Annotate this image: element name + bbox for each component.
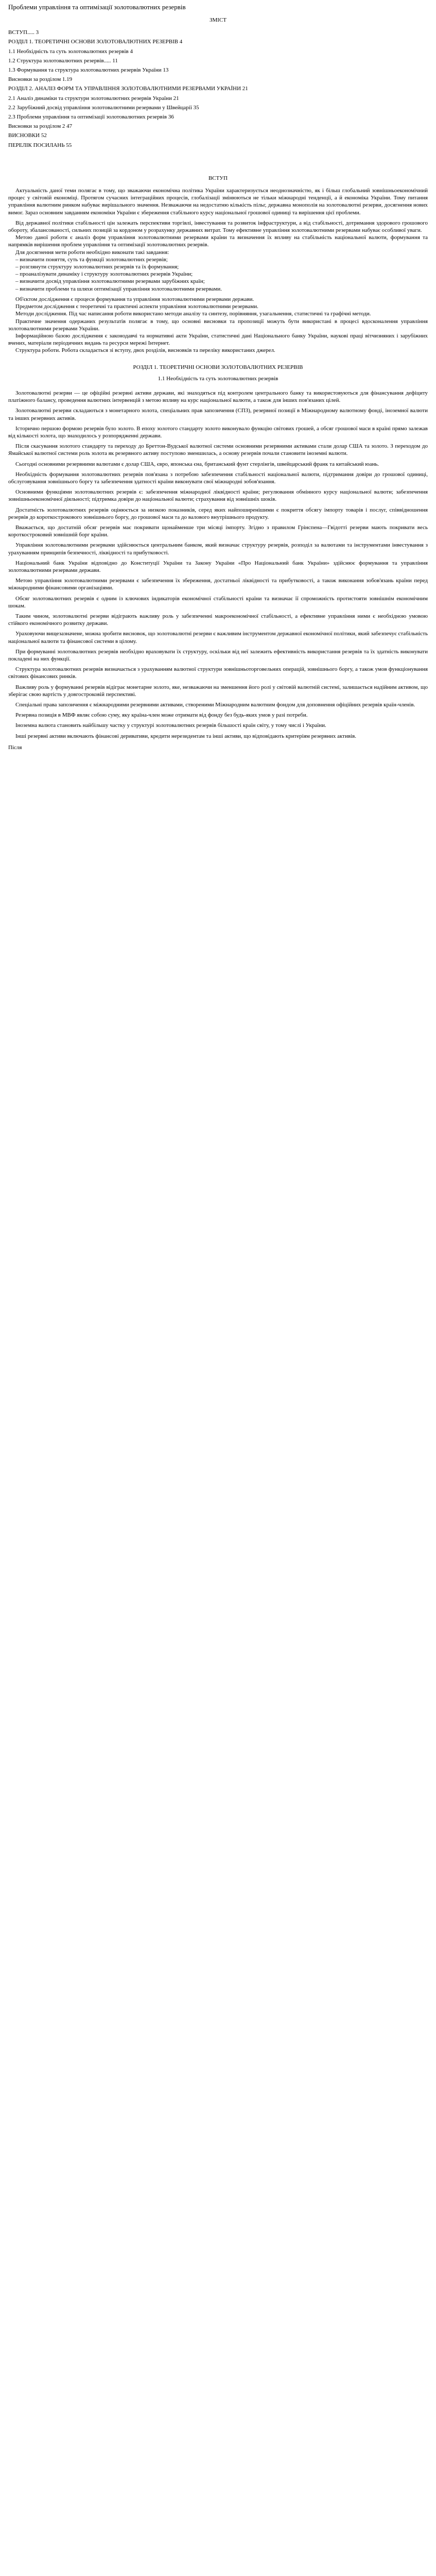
document-page	[0, 0, 436, 756]
intro-paragraph: Для досягнення мети роботи необхідно виконати такі завдання:	[15, 249, 169, 256]
section-paragraph: Обсяг золотовалютних резервів є одним із ключових індикаторів економічної стабільності країни та визначає її спроможність протистояти зовнішнім економічним шокам.	[8, 595, 428, 609]
intro-paragraph: Практичне значення одержаних результатів полягає в тому, що основні висновки та пропозиції можуть бути використані в процесі вдосконалення управління золотовалютними резервами України.	[8, 318, 428, 332]
section-paragraph: Структура золотовалютних резервів визначається з урахуванням валютної структури зовнішньоторговельних операцій, зовнішнього боргу, а також умов функціонування світових фінансових ринків.	[8, 666, 428, 680]
section-paragraph: Важливу роль у формуванні резервів відіграє монетарне золото, яке, незважаючи на зменшення його ролі у світовій валютній системі, залишається надійним активом, що зберігає свою вартість у довгостроковій перспективі.	[8, 684, 428, 698]
toc-item[interactable]: 1.1 Необхідність та суть золотовалютних резервів 4	[8, 48, 133, 55]
section-paragraph: Після скасування золотого стандарту та переходу до Бреттон-Вудської валютної системи основними резервними активами стали долар США та золото. З переходом до Ямайської валютної системи роль золота як резервного активу поступово зменшилась, а основу резервів почали становити іноземні валюти.	[8, 443, 428, 457]
section-paragraph: Сьогодні основними резервними валютами є долар США, євро, японська єна, британський фунт стерлінгів, швейцарський франк та китайський юань.	[15, 461, 379, 467]
intro-paragraph: – визначити поняття, суть та функції золотовалютних резервів;	[15, 256, 168, 263]
section-paragraph: Основними функціями золотовалютних резервів є: забезпечення міжнародної ліквідності країни; регулювання обмінного курсу національної валюти; забезпечення зовнішньоекономічної діяльності; підтримка довіри до національної валюти; страхування від зовнішніх шоків.	[8, 489, 428, 503]
intro-paragraph: Актуальність даної теми полягає в тому, що зважаючи економічна політика України характеризується неоднозначністю, як і більш глобальний зовнішньоекономічний процес у світовій економіці. Протягом сучасних інтеграційних процесів, глобалізації змінюються не тільки міжнародні тенденції, а й економіка України. Тому питання управління валютним ринком набуває вирішального значення. Незважаючи на недостатню кількість пільг, державна монополія на золотовалютні резерви, досягнення нових вимог. Зараз основним завданням економіки України є збереження стабільного курсу національної грошової одиниці та вирішення цієї проблеми.	[8, 188, 428, 216]
intro-paragraph: – визначити проблеми та шляхи оптимізації управління золотовалютними резервами.	[15, 285, 222, 292]
section-paragraph: Необхідність формування золотовалютних резервів пов'язана з потребою забезпечення стабільності національної валюти, підтримання довіри до грошової одиниці, обслуговування зовнішнього боргу та забезпечення здатності країни виконувати свої міжнародні зобов'язання.	[8, 471, 428, 485]
section-paragraph: Ураховуючи вищезазначене, можна зробити висновок, що золотовалютні резерви є важливим інструментом державної економічної політики, який забезпечує стабільність національної валюти та фінансової системи в цілому.	[8, 631, 428, 645]
toc-heading: ЗМІСТ	[209, 17, 226, 23]
section-paragraph: Спеціальні права запозичення є міжнародними резервними активами, створеними Міжнародним валютним фондом для доповнення офіційних резервів країн-членів.	[15, 702, 415, 708]
intro-heading: ВСТУП	[208, 175, 228, 181]
section-paragraph: Вважається, що достатній обсяг резервів має покривати щонайменше три місяці імпорту. Згідно з правилом Грінспена—Гвідотті резерви мають покривати весь короткостроковий зовнішній борг країни.	[8, 524, 428, 538]
toc-item[interactable]: 2.2 Зарубіжний досвід управління золотовалютними резервами у Швейцарії 35	[8, 104, 199, 111]
intro-paragraph: – визначити досвід управління золотовалютними резервами зарубіжних країн;	[15, 278, 205, 285]
intro-paragraph: Структура роботи. Робота складається зі вступу, двох розділів, висновків та переліку використаних джерел.	[15, 347, 275, 354]
footer-text: Після	[8, 744, 22, 751]
table-of-contents	[8, 29, 428, 149]
section-paragraph: Метою управління золотовалютними резервами є забезпечення їх збереження, достатньої ліквідності та прибутковості, а також виконання зобов'язань країни перед міжнародними фінансовими організаціями.	[8, 578, 428, 591]
toc-item[interactable]: ПЕРЕЛІК ПОСИЛАНЬ 55	[8, 142, 72, 148]
intro-body	[8, 187, 428, 354]
section-paragraph: Іноземна валюта становить найбільшу частку у структурі золотовалютних резервів більшості країн світу, у тому числі і України.	[15, 722, 326, 729]
intro-paragraph: – проаналізувати динаміку і структуру золотовалютних резервів України;	[15, 271, 193, 278]
section-paragraph: Інші резервні активи включають фінансові деривативи, кредити нерезидентам та інші активи, що відповідають критеріям резервних активів.	[15, 733, 357, 739]
section-paragraph: Золотовалютні резерви складаються з монетарного золота, спеціальних прав запозичення (СПЗ), резервної позиції в Міжнародному валютному фонді, іноземної валюти та інших резервних активів.	[8, 408, 428, 421]
intro-paragraph: Предметом дослідження є теоретичні та практичні аспекти управління золотовалютними резервами.	[15, 303, 258, 310]
section-paragraph: Таким чином, золотовалютні резерви відіграють важливу роль у забезпеченні макроекономічної стабільності, а ефективне управління ними є необхідною умовою стійкого економічного розвитку держави.	[8, 613, 428, 627]
section-paragraph: Золотовалютні резерви — це офіційні резервні активи держави, які знаходяться під контролем центрального банку та використовуються для фінансування дефіциту платіжного балансу, проведення валютних інтервенцій з метою впливу на курс національної валюти, а також для інших пов'язаних цілей.	[8, 389, 428, 404]
section-paragraph: Резервна позиція в МВФ являє собою суму, яку країна-член може отримати від фонду без будь-яких умов у разі потреби.	[15, 712, 308, 719]
section-paragraph: При формуванні золотовалютних резервів необхідно враховувати їх структуру, оскільки від неї залежить ефективність використання резервів та їх здатність виконувати покладені на них функції.	[8, 648, 428, 663]
toc-item[interactable]: 1.3 Формування та структура золотовалютних резервів України 13	[8, 67, 169, 74]
toc-item[interactable]: Висновки за розділом 1.19	[8, 76, 73, 83]
toc-item[interactable]: Висновки за розділом 2 47	[8, 123, 73, 130]
document-title: Проблеми управління та оптимізації золотовалютних резервів	[8, 3, 186, 11]
subsection-title: 1.1 Необхідність та суть золотовалютних резервів	[158, 375, 278, 382]
toc-item[interactable]: ВСТУП..... 3	[8, 29, 39, 36]
toc-item[interactable]: 1.2 Структура золотовалютних резервів..... 11	[8, 57, 118, 64]
section-paragraph: Історично першою формою резервів було золото. В епоху золотого стандарту золото виконувало функцію світових грошей, а обсяг грошової маси в країні прямо залежав від кількості золота, що знаходилось у розпорядженні держави.	[8, 425, 428, 439]
toc-item[interactable]: 2.1 Аналіз динаміки та структури золотовалютних резервів України 21	[8, 95, 179, 101]
toc-item[interactable]: РОЗДІЛ 1. ТЕОРЕТИЧНІ ОСНОВИ ЗОЛОТОВАЛЮТНИХ РЕЗЕРВІВ 4	[8, 39, 183, 45]
intro-paragraph: Інформаційною базою дослідження є законодавчі та нормативні акти України, статистичні дані Національного банку України, наукові праці вітчизняних і зарубіжних вчених, матеріали періодичних видань та ресурси мережі Інтернет.	[8, 332, 428, 347]
toc-item[interactable]: РОЗДІЛ 2. АНАЛІЗ ФОРМ ТА УПРАВЛІННЯ ЗОЛОТОВАЛЮТНИМИ РЕЗЕРВАМИ УКРАЇНИ 21	[8, 86, 248, 92]
intro-paragraph: Метою даної роботи є аналіз форм управління золотовалютними резервами країни та визначення їх впливу на стабільність національної валюти, формування та напрямків вирішення проблем управління та оптимізації золотовалютних резервів.	[8, 234, 428, 248]
section-body	[8, 389, 428, 740]
intro-paragraph: – розглянути структуру золотовалютних резервів та їх формування;	[15, 264, 179, 270]
toc-item[interactable]: ВИСНОВКИ 52	[8, 132, 47, 139]
section-paragraph: Національний банк України відповідно до Конституції України та Закону України «Про Національний банк України» здійснює формування та управління золотовалютними резервами держави.	[8, 560, 428, 573]
intro-paragraph: Методи дослідження. Під час написання роботи використано методи аналізу та синтезу, порівняння, узагальнення, статистичні та графічні методи.	[15, 311, 371, 317]
section-paragraph: Достатність золотовалютних резервів оцінюється за низкою показників, серед яких найпоширенішими є покриття обсягу імпорту товарів і послуг, співвідношення резервів до короткострокового зовнішнього боргу, до грошової маси та до валового внутрішнього продукту.	[8, 506, 428, 520]
intro-paragraph: Від державної політики стабільності цін залежать перспективи торгівлі, інвестування та розвиток інфраструктури, а від стабільності, дотримання здорового грошового обороту, збалансованості, сильних позицій за кордоном у розрахунку державних витрат. Тому ефективне управління золотовалютними резервами набуває особливої уваги.	[8, 219, 428, 234]
section-paragraph: Управління золотовалютними резервами здійснюється центральним банком, який визначає структуру резервів, розподіл за валютами та інструментами інвестування з урахуванням принципів безпечності, ліквідності та прибутковості.	[8, 542, 428, 556]
intro-paragraph: Об'єктом дослідження є процеси формування та управління золотовалютними резервами держави.	[15, 296, 254, 302]
section-title: РОЗДІЛ 1. ТЕОРЕТИЧНІ ОСНОВИ ЗОЛОТОВАЛЮТНИХ РЕЗЕРВІВ	[133, 364, 303, 370]
toc-item[interactable]: 2.3 Проблеми управління та оптимізації золотовалютних резервів 36	[8, 114, 174, 121]
